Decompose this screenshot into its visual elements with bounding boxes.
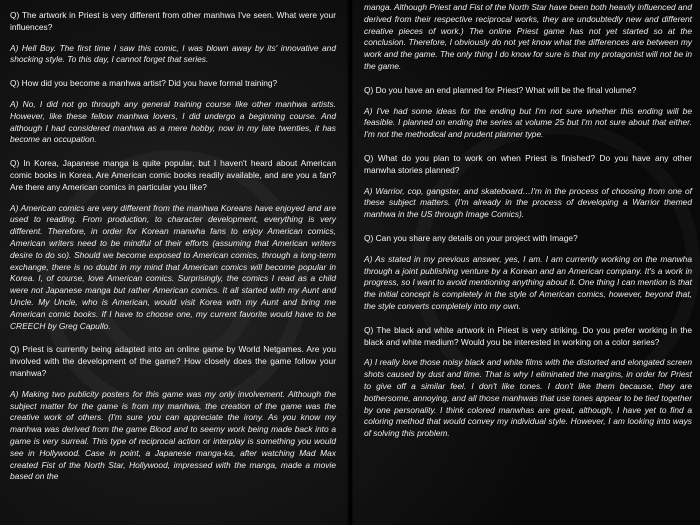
answer: A) I really love those noisy black and white films with the distorted and elongated screen shots caused by dust and time. That is why I eliminated the margins, in order for Priest to give off a similar feel. I don't like tones. I don't like them because, they are bothersome, annoying, and all those manhwas that use tones appear to be tied together by one personality. I think colored manwhas are great, although, I have yet to find a coloring method that would convey my individual style. However, I am looking into ways of solving this problem. bbox=[364, 357, 692, 439]
qa-block bbox=[364, 153, 692, 221]
qa-block bbox=[10, 78, 336, 146]
question: Q) The black and white artwork in Priest is very striking. Do you prefer working in the black and white medium? Would you be interested in working on a color series? bbox=[364, 324, 692, 347]
answer: A) Making two publicity posters for this game was my only involvement. Although the subject matter for the game is from my manhwa, the creation of the game was the creative work of others. (I'm sure you can appreciate the irony. As you know my manhwa was derived from the game Blood and to seemy work being made back into a game is very surreal. This type of reciprocal action or interplay is something you would see in Hollywood. Case in point, a Japanese manga-ka, after watching Mad Max created Fist of the North Star, Hollywood, impressed with the manga, made a movie based on the bbox=[10, 388, 336, 482]
question: Q) Do you have an end planned for Priest? What will be the final volume? bbox=[364, 84, 637, 95]
qa-block bbox=[10, 10, 336, 66]
right-page bbox=[350, 0, 700, 525]
question: Q) What do you plan to work on when Priest is finished? Do you have any other manwha stories planned? bbox=[364, 152, 692, 175]
qa-block bbox=[10, 158, 336, 332]
question: Q) The artwork in Priest is very different from other manhwa I've seen. What were your influences? bbox=[10, 10, 336, 32]
qa-block bbox=[364, 85, 692, 141]
qa-block bbox=[364, 2, 692, 73]
answer: A) As stated in my previous answer, yes, I am. I am currently working on the manwha through a joint publishing venture by a Korean and an American company. It's a work in progress, so I want to avoid mentioning anything about it. One thing I can mention is that the initial concept is completely in the style of American comics, however, beyond that, the style converts completely into my own. bbox=[364, 253, 692, 311]
question: Q) How did you become a manhwa artist? Did you have formal training? bbox=[10, 78, 278, 89]
answer: A) American comics are very different from the manhwa Koreans have enjoyed and are used to reading. From production, to character development, everything is very different. Therefore, in order for Korean manwha fans to enjoy American comics, American writers need to be mindful of their efforts (assuming that American writers desire to do so). Should we become exposed to American comics, through a long-term exchange, there is no doubt in my mind that American comics will become popular in Korea. I, of course, love American comics. Surprisingly, the comics I read as a child were not Japanese manga but rather American comics. It all started with my Aunt and Uncle. My Uncle, who is American, would visit Korea with my Aunt and bring me American comic books. If I have to choose one, my current favorite would have to be CREECH by Greg Capullo. bbox=[10, 202, 336, 331]
answer: A) No, I did not go through any general training course like other manhwa artists. However, like these fellow manhwa lovers, I did undergo a beginning course. And although I had considered manhwa as a mere hobby, now in my late twenties, it has become an occupation. bbox=[10, 98, 336, 145]
answer: A) Hell Boy. The first time I saw this comic, I was blown away by its' innovative and shocking style. To this day, I cannot forget that series. bbox=[10, 42, 336, 65]
question: Q) Can you share any details on your project with Image? bbox=[364, 232, 578, 243]
qa-block bbox=[10, 344, 336, 483]
answer: A) Warrior, cop, gangster, and skateboard…I'm in the process of choosing from one of these subject matters. (I'm already in the process of developing a Warrior themed manhwa in the US through Image Comics). bbox=[364, 185, 692, 220]
qa-block bbox=[364, 325, 692, 440]
qa-block bbox=[364, 233, 692, 313]
answer-continued: manga. Although Priest and Fist of the North Star have been both heavily influenced and derived from their respective reciprocal works, they are undoubtedly new and different creative pieces of work.) The online Priest game has not yet started so at the conclusion. Therefore, I obviously do not yet know what the differences are between my work and the game. The only thing I do know for sure is that my protagonist will not be in the game. bbox=[364, 2, 692, 71]
question: Q) In Korea, Japanese manga is quite popular, but I haven't heard about American comic books in Korea. Are American comic books readily available, and are you a fan? Are there any American comics in particular you like? bbox=[10, 158, 336, 192]
answer: A) I've had some ideas for the ending but I'm not sure whether this ending will be feasible. I planned on ending the series at volume 25 but I'm not sure about that either. I'm not the methodical and prudent planner type. bbox=[364, 105, 692, 140]
question: Q) Priest is currently being adapted into an online game by World Netgames. Are you involved with the development of the game? How closely does the game follow your manhwa? bbox=[10, 344, 336, 378]
